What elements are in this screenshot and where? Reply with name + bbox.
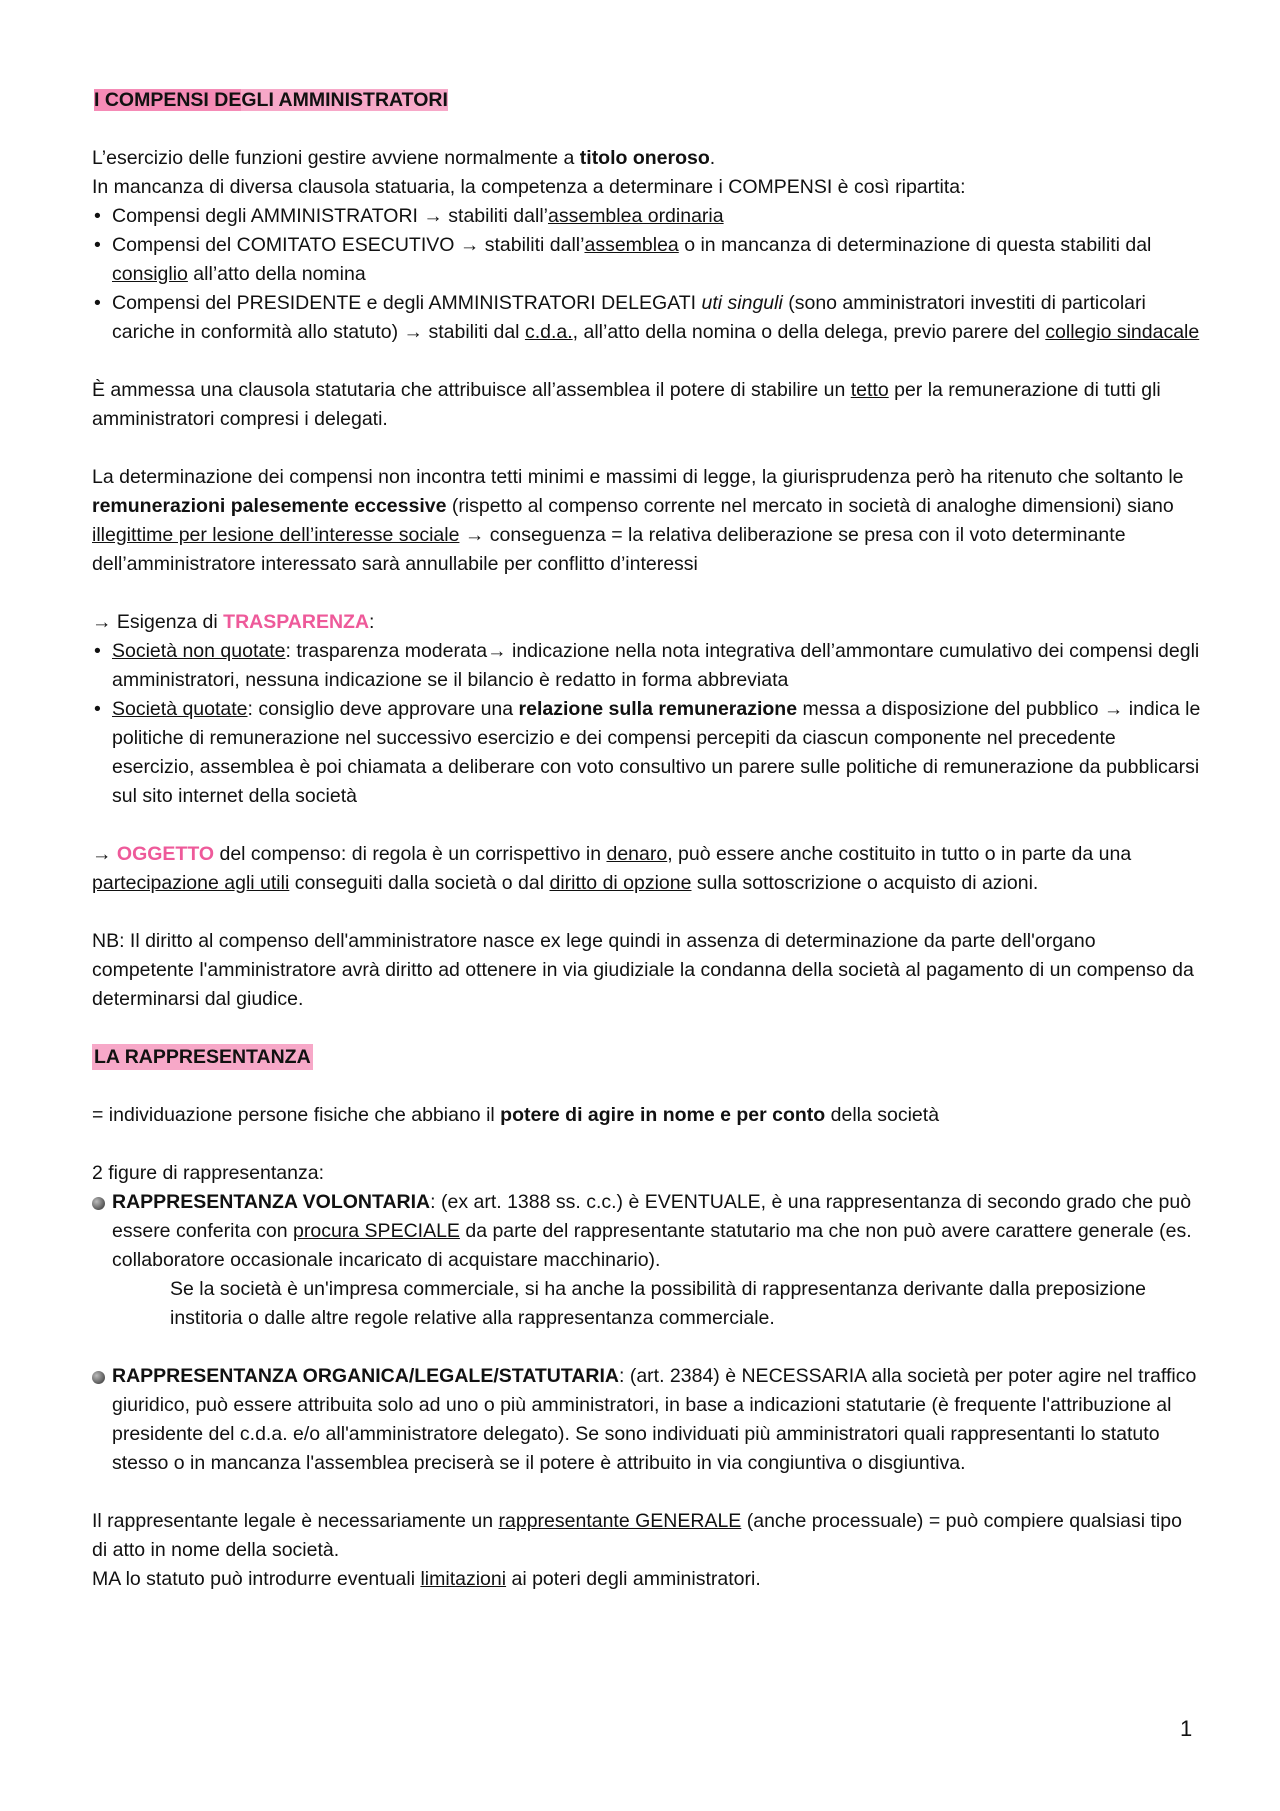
paragraph-definizione: = individuazione persone fisiche che abbiano il potere di agire in nome e per conto della società <box>92 1104 940 1126</box>
paragraph-determinazione: La determinazione dei compensi non incontra tetti minimi e massimi di legge, la giurisprudenza però ha ritenuto che soltanto le remunerazioni palesemente eccessive (rispetto al compenso corrente nel mercato in società di analoghe dimensioni) siano illegittime per lesione dell’interesse sociale → conseguenza = la relativa deliberazione se presa con il voto determinante dell’amministratore interessato sarà annullabile per conflitto d’interessi <box>92 466 1184 575</box>
paragraph-limitazioni: MA lo statuto può introdurre eventuali limitazioni ai poteri degli amministratori. <box>92 1568 761 1590</box>
bullet-dot-icon <box>92 1197 105 1210</box>
page-number: 1 <box>1180 1716 1193 1741</box>
paragraph-figure: 2 figure di rappresentanza: <box>92 1162 324 1184</box>
paragraph-titolo-oneroso: L’esercizio delle funzioni gestire avviene normalmente a titolo oneroso. <box>92 147 716 169</box>
paragraph-ripartizione: In mancanza di diversa clausola statuaria, la competenza a determinare i COMPENSI è così ripartita: <box>92 176 966 198</box>
trasparenza-heading: → Esigenza di TRASPARENZA: <box>92 611 375 633</box>
compensi-list <box>92 202 1202 347</box>
title-part-b: GLI AMMINISTRATORI <box>241 89 448 111</box>
trasparenza-list <box>92 637 1202 811</box>
list-item: • Compensi del PRESIDENTE e degli AMMINISTRATORI DELEGATI uti singuli (sono amministratori investiti di particolari cariche in conformità allo statuto) → stabiliti dal c.d.a., all’atto della nomina o della delega, previo parere del collegio sindacale <box>92 289 1202 347</box>
paragraph-tetto: È ammessa una clausola statutaria che attribuisce all’assemblea il potere di stabilire un tetto per la remunerazione di tutti gli amministratori compresi i delegati. <box>92 379 1161 430</box>
section-rappresentanza-title: LA RAPPRESENTANZA <box>94 1046 311 1068</box>
section-compensi-title <box>92 86 1202 115</box>
paragraph-rappresentante-legale: Il rappresentante legale è necessariamente un rappresentante GENERALE (anche processuale) = può compiere qualsiasi tipo di atto in nome della società. <box>92 1510 1182 1561</box>
paragraph-institoria: Se la società è un'impresa commerciale, si ha anche la possibilità di rappresentanza derivante dalla preposizione institoria o dalle altre regole relative alla rappresentanza commerciale. <box>170 1278 1147 1329</box>
list-item-organica: RAPPRESENTANZA ORGANICA/LEGALE/STATUTARIA: (art. 2384) è NECESSARIA alla società per poter agire nel traffico giuridico, può essere attribuita solo ad uno o più amministratori, in base a indicazioni statutarie (è frequente l'attribuzione al presidente del c.d.a. e/o all'amministratore delegato). Se sono individuati più amministratori quali rappresentanti lo statuto stesso o in mancanza l'assemblea preciserà se il potere è attribuito in via congiuntiva o disgiuntiva. <box>92 1362 1202 1478</box>
list-item: • Società non quotate: trasparenza moderata→ indicazione nella nota integrativa dell’ammontare cumulativo dei compensi degli amministratori, nessuna indicazione se il bilancio è redatto in forma abbreviata <box>92 637 1202 695</box>
list-item: • Società quotate: consiglio deve approvare una relazione sulla remunerazione messa a disposizione del pubblico → indica le politiche di remunerazione nel successivo esercizio e dei compensi percepiti da ciascun componente nel precedente esercizio, assemblea è poi chiamata a deliberare con voto consultivo un parere sulle politiche di remunerazione da pubblicarsi sul sito internet della società <box>92 695 1202 811</box>
document-page <box>92 86 1202 1594</box>
paragraph-nb: NB: Il diritto al compenso dell'amministratore nasce ex lege quindi in assenza di determinazione da parte dell'organo competente l'amministratore avrà diritto ad ottenere in via giudiziale la condanna della società al pagamento di un compenso da determinarsi dal giudice. <box>92 930 1194 1010</box>
list-item-volontaria: RAPPRESENTANZA VOLONTARIA: (ex art. 1388 ss. c.c.) è EVENTUALE, è una rappresentanza di secondo grado che può essere conferita con procura SPECIALE da parte del rappresentante statutario ma che non può avere carattere generale (es. collaboratore occasionale incaricato di acquistare macchinario). <box>92 1188 1202 1275</box>
list-item: • Compensi degli AMMINISTRATORI → stabiliti dall’assemblea ordinaria <box>92 202 1202 231</box>
title-part-a: I COMPENSI DE <box>94 89 242 111</box>
list-item: • Compensi del COMITATO ESECUTIVO → stabiliti dall’assemblea o in mancanza di determinazione di questa stabiliti dal consiglio all’atto della nomina <box>92 231 1202 289</box>
paragraph-oggetto: → OGGETTO del compenso: di regola è un corrispettivo in denaro, può essere anche costituito in tutto o in parte da una partecipazione agli utili conseguiti dalla società o dal diritto di opzione sulla sottoscrizione o acquisto di azioni. <box>92 843 1132 894</box>
bullet-dot-icon <box>92 1371 105 1384</box>
